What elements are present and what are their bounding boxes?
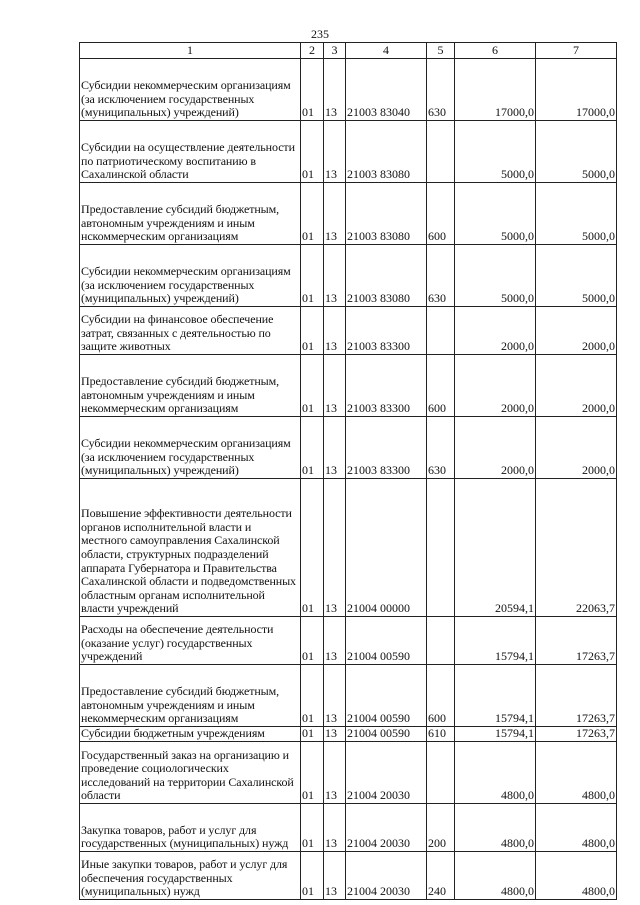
row-section: 01 [301,307,324,355]
row-name: Субсидии некоммерческим организациям (за исключением государственных (муниципальных) учреждений) [80,59,301,121]
column-header: 6 [455,43,536,59]
row-subsection: 13 [324,742,346,804]
table-row [80,479,617,617]
row-amount-year-2: 2000,0 [536,307,617,355]
row-section: 01 [301,245,324,307]
row-expense-type [427,307,455,355]
row-subsection: 13 [324,804,346,852]
row-subsection: 13 [324,245,346,307]
row-expense-type: 600 [427,355,455,417]
row-expense-type [427,617,455,665]
table-row [80,245,617,307]
row-section: 01 [301,742,324,804]
column-header: 7 [536,43,617,59]
row-amount-year-1: 17000,0 [455,59,536,121]
row-name: Иные закупки товаров, работ и услуг для обеспечения государственных (муниципальных) нужд [80,852,301,900]
column-header: 4 [346,43,427,59]
row-target-article: 21004 00000 [346,479,427,617]
row-expense-type: 200 [427,804,455,852]
row-amount-year-1: 2000,0 [455,355,536,417]
row-name: Субсидии бюджетным учреждениям [80,727,301,742]
row-amount-year-2: 17263,7 [536,665,617,727]
row-name: Субсидии некоммерческим организациям (за исключением государственных (муниципальных) учреждений) [80,245,301,307]
row-target-article: 21004 00590 [346,617,427,665]
table-row [80,852,617,900]
row-subsection: 13 [324,852,346,900]
row-section: 01 [301,417,324,479]
row-name: Государственный заказ на организацию и проведение социологических исследований на территории Сахалинской области [80,742,301,804]
table-row [80,183,617,245]
row-amount-year-2: 5000,0 [536,183,617,245]
row-amount-year-2: 2000,0 [536,355,617,417]
row-amount-year-1: 5000,0 [455,245,536,307]
row-section: 01 [301,617,324,665]
table-row [80,617,617,665]
page-number: 235 [311,27,329,41]
column-header: 1 [80,43,301,59]
row-subsection: 13 [324,183,346,245]
row-section: 01 [301,804,324,852]
row-amount-year-2: 4800,0 [536,852,617,900]
row-expense-type [427,742,455,804]
row-subsection: 13 [324,727,346,742]
row-target-article: 21003 83080 [346,245,427,307]
table-row [80,742,617,804]
row-name: Расходы на обеспечение деятельности (оказание услуг) государственных учреждений [80,617,301,665]
row-name: Субсидии на финансовое обеспечение затрат, связанных с деятельностью по защите животных [80,307,301,355]
table-body [80,59,617,900]
row-amount-year-1: 15794,1 [455,617,536,665]
row-name: Закупка товаров, работ и услуг для государственных (муниципальных) нужд [80,804,301,852]
row-section: 01 [301,852,324,900]
row-amount-year-1: 15794,1 [455,727,536,742]
table-row [80,355,617,417]
row-subsection: 13 [324,665,346,727]
row-subsection: 13 [324,59,346,121]
row-amount-year-1: 5000,0 [455,183,536,245]
row-amount-year-1: 4800,0 [455,804,536,852]
row-target-article: 21003 83040 [346,59,427,121]
column-header: 3 [324,43,346,59]
row-amount-year-1: 20594,1 [455,479,536,617]
row-section: 01 [301,121,324,183]
row-target-article: 21003 83080 [346,121,427,183]
header-row [80,43,617,59]
table-row [80,121,617,183]
row-expense-type [427,121,455,183]
row-target-article: 21004 00590 [346,727,427,742]
row-amount-year-2: 17263,7 [536,617,617,665]
row-target-article: 21004 20030 [346,742,427,804]
row-target-article: 21004 20030 [346,804,427,852]
table-row [80,59,617,121]
row-amount-year-1: 15794,1 [455,665,536,727]
row-subsection: 13 [324,307,346,355]
row-target-article: 21004 20030 [346,852,427,900]
row-name: Предоставление субсидий бюджетным, автономным учреждениям и иным нскоммерческим организациям [80,183,301,245]
row-section: 01 [301,727,324,742]
row-amount-year-2: 5000,0 [536,121,617,183]
budget-table [79,42,617,900]
row-amount-year-2: 22063,7 [536,479,617,617]
table-row [80,804,617,852]
row-section: 01 [301,479,324,617]
row-target-article: 21004 00590 [346,665,427,727]
row-amount-year-1: 5000,0 [455,121,536,183]
row-subsection: 13 [324,617,346,665]
row-expense-type: 630 [427,417,455,479]
row-name: Субсидии некоммерческим организациям (за исключением государственных (муниципальных) учреждений) [80,417,301,479]
row-section: 01 [301,665,324,727]
row-amount-year-1: 2000,0 [455,417,536,479]
row-target-article: 21003 83300 [346,307,427,355]
row-amount-year-2: 17000,0 [536,59,617,121]
row-expense-type: 610 [427,727,455,742]
row-name: Предоставление субсидий бюджетным, автономным учреждениям и иным некоммерческим организациям [80,355,301,417]
table-row [80,307,617,355]
row-subsection: 13 [324,417,346,479]
row-name: Субсидии на осуществление деятельности по патриотическому воспитанию в Сахалинской области [80,121,301,183]
row-target-article: 21003 83300 [346,355,427,417]
row-expense-type: 240 [427,852,455,900]
table-row [80,665,617,727]
row-name: Повышение эффективности деятельности органов исполнительной власти и местного самоуправления Сахалинской области, структурных подразделений аппарата Губернатора и Правительства Сахалинской области и подведомственных областным органам исполнительной власти учреждений [80,479,301,617]
row-subsection: 13 [324,121,346,183]
row-expense-type: 600 [427,665,455,727]
column-header: 5 [427,43,455,59]
row-target-article: 21003 83300 [346,417,427,479]
row-amount-year-2: 4800,0 [536,742,617,804]
row-name: Предоставление субсидий бюджетным, автономным учреждениям и иным некоммерческим организациям [80,665,301,727]
row-amount-year-2: 4800,0 [536,804,617,852]
row-expense-type [427,479,455,617]
row-expense-type: 630 [427,245,455,307]
row-expense-type: 630 [427,59,455,121]
row-section: 01 [301,59,324,121]
row-amount-year-1: 4800,0 [455,852,536,900]
row-expense-type: 600 [427,183,455,245]
row-amount-year-2: 17263,7 [536,727,617,742]
row-amount-year-2: 2000,0 [536,417,617,479]
row-amount-year-1: 2000,0 [455,307,536,355]
table-row [80,727,617,742]
row-subsection: 13 [324,479,346,617]
row-amount-year-2: 5000,0 [536,245,617,307]
column-header: 2 [301,43,324,59]
row-section: 01 [301,355,324,417]
row-section: 01 [301,183,324,245]
row-subsection: 13 [324,355,346,417]
row-amount-year-1: 4800,0 [455,742,536,804]
table-row [80,417,617,479]
row-target-article: 21003 83080 [346,183,427,245]
